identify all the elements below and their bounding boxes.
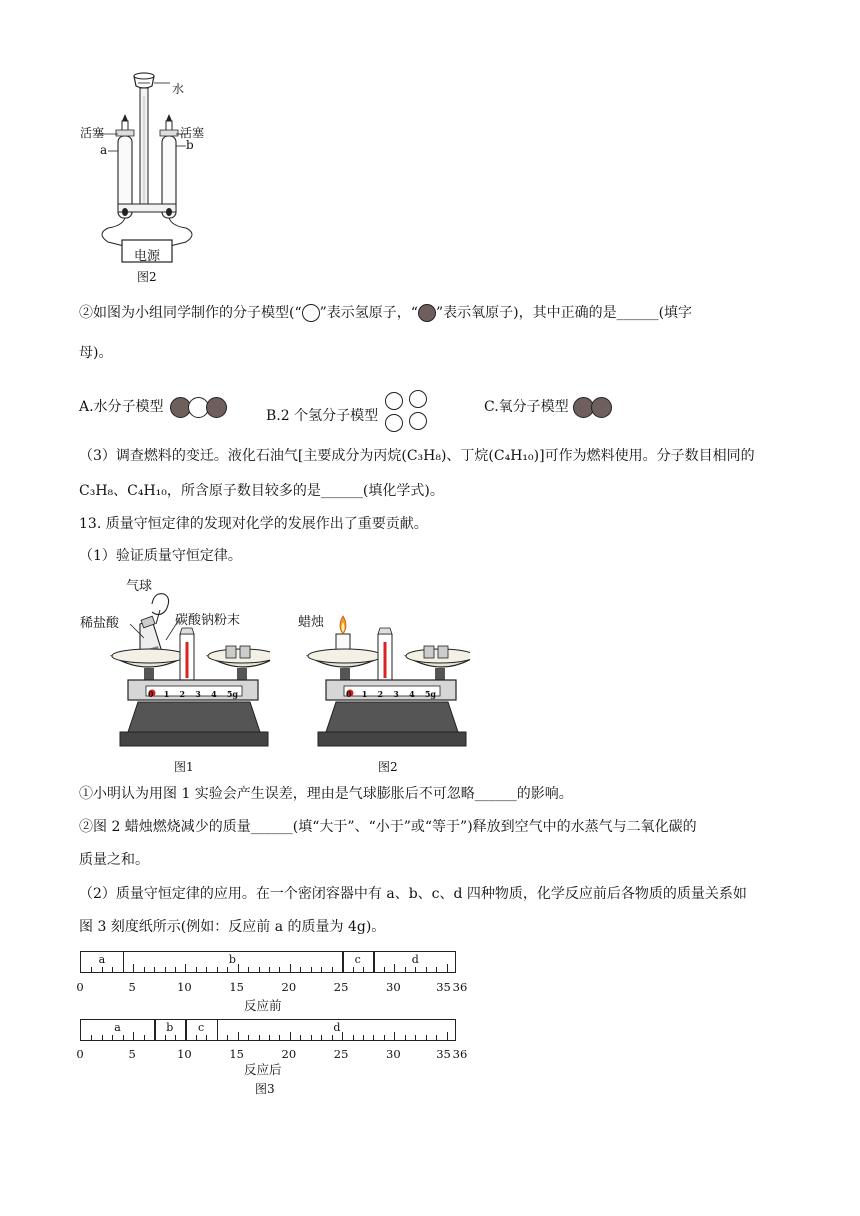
hydrogen-atom-icon: [302, 304, 320, 322]
scale-tick: [196, 967, 197, 972]
question-13-part1: （1）验证质量守恒定律。: [79, 548, 242, 564]
scale-tick: [133, 964, 134, 972]
scale-tick: [290, 964, 291, 972]
hydrochloric-acid-label: 稀盐酸: [80, 616, 120, 631]
scale-tick: [248, 967, 249, 972]
segment-divider: [123, 952, 125, 972]
option-c: C.氧分子模型: [484, 396, 612, 418]
candle-label: 蜡烛: [298, 615, 325, 630]
scale-tick: [405, 967, 406, 972]
scale-tick: [102, 1035, 103, 1040]
scale-tick: [332, 967, 333, 972]
scale-paper-after: [80, 1019, 456, 1041]
scale-tick: [311, 1035, 312, 1040]
scale-tick: [269, 967, 270, 972]
scale-tick: [447, 964, 448, 972]
segment-divider: [154, 1020, 156, 1040]
scale-tick: [300, 967, 301, 972]
axis-number: 0: [76, 980, 84, 994]
power-supply-label: 电源: [134, 249, 161, 264]
scale-tick: [165, 967, 166, 972]
scale-tick: [259, 967, 260, 972]
scale-tick: [123, 1035, 124, 1040]
segment-divider: [342, 952, 344, 972]
scale-tick: [227, 1035, 228, 1040]
segment-label-b: b: [166, 1021, 174, 1034]
scale-tick: [311, 967, 312, 972]
scale-tick: [185, 964, 186, 972]
question-12-part2-line2: 母)。: [79, 345, 113, 361]
option-b: B.2 个氢分子模型: [266, 396, 431, 436]
axis-number: 5: [128, 980, 136, 994]
hydrogen-molecules-model-icon: [383, 394, 431, 434]
scale-tick: [248, 1035, 249, 1040]
scale-tick: [206, 967, 207, 972]
scale-tick: [415, 1035, 416, 1040]
scale-tick: [426, 967, 427, 972]
oxygen-atom-icon: [418, 304, 436, 322]
figure-1-caption: 图1: [174, 760, 194, 774]
axis-number: 15: [229, 1047, 244, 1061]
scale-tick: [353, 1035, 354, 1040]
axis-number: 30: [386, 980, 401, 994]
axis-number: 20: [281, 980, 297, 994]
figure-3-caption: 图3: [255, 1082, 275, 1096]
segment-label-c: c: [354, 953, 361, 966]
segment-label-a: a: [114, 1021, 121, 1034]
segment-label-a: a: [98, 953, 106, 966]
scale-tick: [91, 1035, 92, 1040]
scale-tick: [154, 967, 155, 972]
question-13-part1-item2-line1: ②图 2 蜡烛燃烧减少的质量______(填“大于”、“小于”或“等于”)释放到空气中的水蒸气与二氧化碳的: [79, 819, 697, 835]
question-12-part2-line1: ②如图为小组同学制作的分子模型(“ ”表示氢原子，“ ”表示氧原子)，其中正确的是______(填字: [79, 305, 693, 321]
axis-number: 5: [128, 1047, 136, 1061]
scale-tick: [426, 1035, 427, 1040]
segment-label-d: d: [411, 953, 419, 966]
oxygen-molecule-model-icon: [573, 397, 612, 418]
question-13-part2-line1: （2）质量守恒定律的应用。在一个密闭容器中有 a、b、c、d 四种物质，化学反应前后各物质的质量关系如: [79, 886, 747, 902]
balance-figure-1: [100, 590, 270, 755]
scale-tick: [405, 1035, 406, 1040]
scale-tick: [238, 1032, 239, 1040]
scale-tick: [436, 967, 437, 972]
scale-tick: [112, 967, 113, 972]
tube-a-label: a: [100, 143, 108, 157]
question-12-part3-line1: （3）调查燃料的变迁。液化石油气[主要成分为丙烷(C₃H₈)、丁烷(C₄H₁₀)]可作为燃料使用。分子数目相同的: [79, 448, 755, 464]
scale-tick: [217, 967, 218, 972]
scale-tick: [394, 1032, 395, 1040]
axis-number: 10: [177, 980, 192, 994]
stopcock-left-label: 活塞: [80, 126, 105, 140]
axis-number: 20: [281, 1047, 297, 1061]
balloon-label: 气球: [126, 579, 153, 594]
axis-number: 36: [452, 980, 468, 994]
axis-number: 36: [452, 1047, 468, 1061]
scale-tick: [321, 1035, 322, 1040]
axis-number: 35: [436, 1047, 451, 1061]
scale-tick: [238, 964, 239, 972]
question-13-part1-item1: ①小明认为用图 1 实验会产生误差，理由是气球膨胀后不可忽略______的影响。: [79, 786, 573, 802]
scale-tick: [175, 1035, 176, 1040]
scale-tick: [206, 1035, 207, 1040]
scale-tick: [415, 967, 416, 972]
scale-tick: [363, 1035, 364, 1040]
sodium-carbonate-label: 碳酸钠粉末: [175, 613, 241, 628]
question-13-part2-line2: 图 3 刻度纸所示(例如：反应前 a 的质量为 4g)。: [79, 919, 386, 935]
scale-tick: [384, 967, 385, 972]
scale-tick: [144, 1035, 145, 1040]
balance-figure-2: [300, 590, 470, 755]
scale-paper-before: [80, 951, 456, 973]
water-label: 水: [172, 82, 185, 96]
scale-tick: [321, 967, 322, 972]
scale-tick: [175, 967, 176, 972]
scale-tick: [332, 1035, 333, 1040]
segment-divider: [373, 952, 375, 972]
axis-number: 25: [333, 1047, 349, 1061]
scale-tick: [384, 1035, 385, 1040]
electrolysis-apparatus-diagram: [78, 66, 208, 268]
axis-number: 15: [229, 980, 244, 994]
segment-divider: [185, 1020, 187, 1040]
segment-label-d: d: [333, 1021, 341, 1034]
segment-divider: [217, 1020, 219, 1040]
segment-label-b: b: [228, 953, 236, 966]
axis-number: 25: [333, 980, 349, 994]
scale-tick: [133, 1032, 134, 1040]
scale-tick: [394, 964, 395, 972]
axis-number: 0: [76, 1047, 84, 1061]
scale-tick: [91, 967, 92, 972]
segment-label-c: c: [198, 1021, 205, 1034]
balance-1-scale-numbers: 0 1 2 3 4 5g: [148, 689, 238, 699]
after-reaction-caption: 反应后: [244, 1062, 282, 1077]
scale-tick: [300, 1035, 301, 1040]
question-13-part1-item2-line2: 质量之和。: [79, 852, 149, 868]
question-12-part3-line2: C₃H₈、C₄H₁₀，所含原子数目较多的是______(填化学式)。: [79, 483, 444, 499]
scale-tick: [165, 1035, 166, 1040]
scale-tick: [353, 967, 354, 972]
scale-tick: [269, 1035, 270, 1040]
balance-2-scale-numbers: 0 1 2 3 4 5g: [346, 689, 436, 699]
water-molecule-model-icon: [170, 397, 227, 418]
scale-tick: [196, 1035, 197, 1040]
before-reaction-caption: 反应前: [244, 998, 282, 1013]
stopcock-right-label: 活塞: [180, 126, 205, 140]
scale-tick: [373, 1035, 374, 1040]
scale-tick: [290, 1032, 291, 1040]
tube-b-label: b: [186, 138, 194, 152]
scale-tick: [102, 967, 103, 972]
scale-tick: [447, 1032, 448, 1040]
scale-tick: [112, 1035, 113, 1040]
scale-tick: [279, 1035, 280, 1040]
scale-tick: [144, 967, 145, 972]
scale-tick: [279, 967, 280, 972]
axis-number: 35: [436, 980, 451, 994]
scale-tick: [259, 1035, 260, 1040]
figure-2-caption: 图2: [378, 760, 398, 774]
option-a: A.水分子模型: [79, 396, 227, 418]
scale-tick: [227, 967, 228, 972]
axis-numbers-before: [76, 980, 468, 996]
scale-tick: [342, 1032, 343, 1040]
question-13-stem: 13. 质量守恒定律的发现对化学的发展作出了重要贡献。: [79, 516, 428, 532]
figure-caption: 图2: [137, 270, 157, 284]
axis-number: 30: [386, 1047, 401, 1061]
scale-tick: [363, 967, 364, 972]
axis-number: 10: [177, 1047, 192, 1061]
scale-tick: [436, 1035, 437, 1040]
